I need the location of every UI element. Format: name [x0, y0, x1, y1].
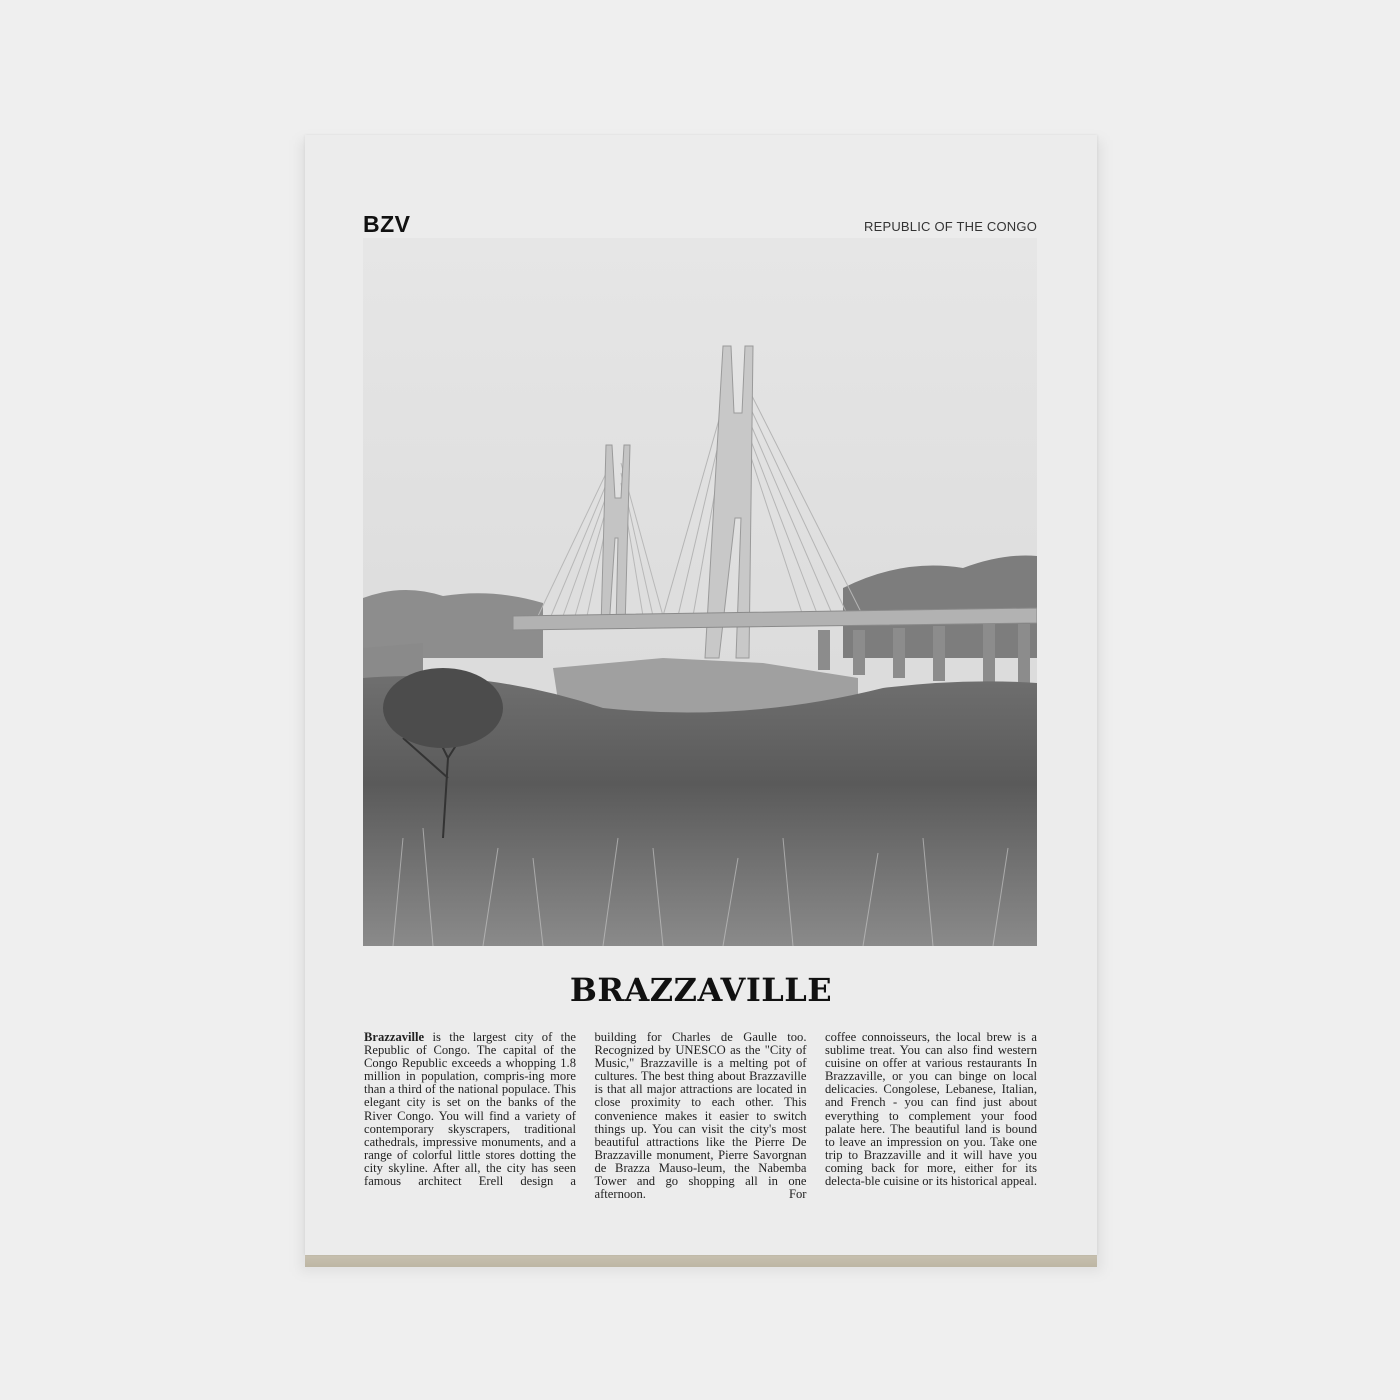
description-column-2 — [595, 1031, 807, 1201]
poster-edge — [305, 1253, 1097, 1267]
description-columns — [364, 1031, 1037, 1201]
country-label: REPUBLIC OF THE CONGO — [864, 219, 1037, 234]
city-title: BRAZZAVILLE — [569, 971, 833, 1009]
column-text: coffee connoisseurs, the local brew is a sublime treat. You can also find western cuisine on offer at various restaurants In Brazzaville, or you can binge on local delicacies. Congolese, Lebanese, Italian, and French - you can find just about everything to complement your food palate here. The beautiful land is bound to leave an impression on you. Take one trip to Brazzaville and it will have you coming back for more, either for its delecta-ble cuisine or its historical appeal. — [825, 1030, 1037, 1189]
description-column-1 — [364, 1031, 576, 1201]
column-text: building for Charles de Gaulle too. Recognized by UNESCO as the "City of Music," Brazzaville is a melting pot of cultures. The best thing about Brazzaville is that all major attractions are located in close proximity to each other. This convenience makes it easier to switch things up. You can visit the city's most beautiful attractions like the Pierre De Brazzaville monument, Pierre Savorgnan de Brazza Mauso-leum, the Nabemba Tower and go shopping all in one afternoon. For — [594, 1030, 807, 1202]
poster — [305, 135, 1097, 1255]
city-code: BZV — [363, 211, 411, 237]
city-photo — [363, 238, 1037, 946]
column-text: is the largest city of the Republic of Congo. The capital of the Congo Republic exceeds a whopping 1.8 million in population, compris-ing more than a third of the national populace. This elegant city is set on the banks of the River Congo. You will find a variety of contemporary skyscrapers, traditional cathedrals, impressive monuments, and a range of colorful little stores dotting the city skyline. After all, the city has seen famous architect Erell design a — [364, 1030, 576, 1189]
description-column-3 — [825, 1031, 1037, 1201]
lead-word: Brazzaville — [364, 1030, 425, 1044]
